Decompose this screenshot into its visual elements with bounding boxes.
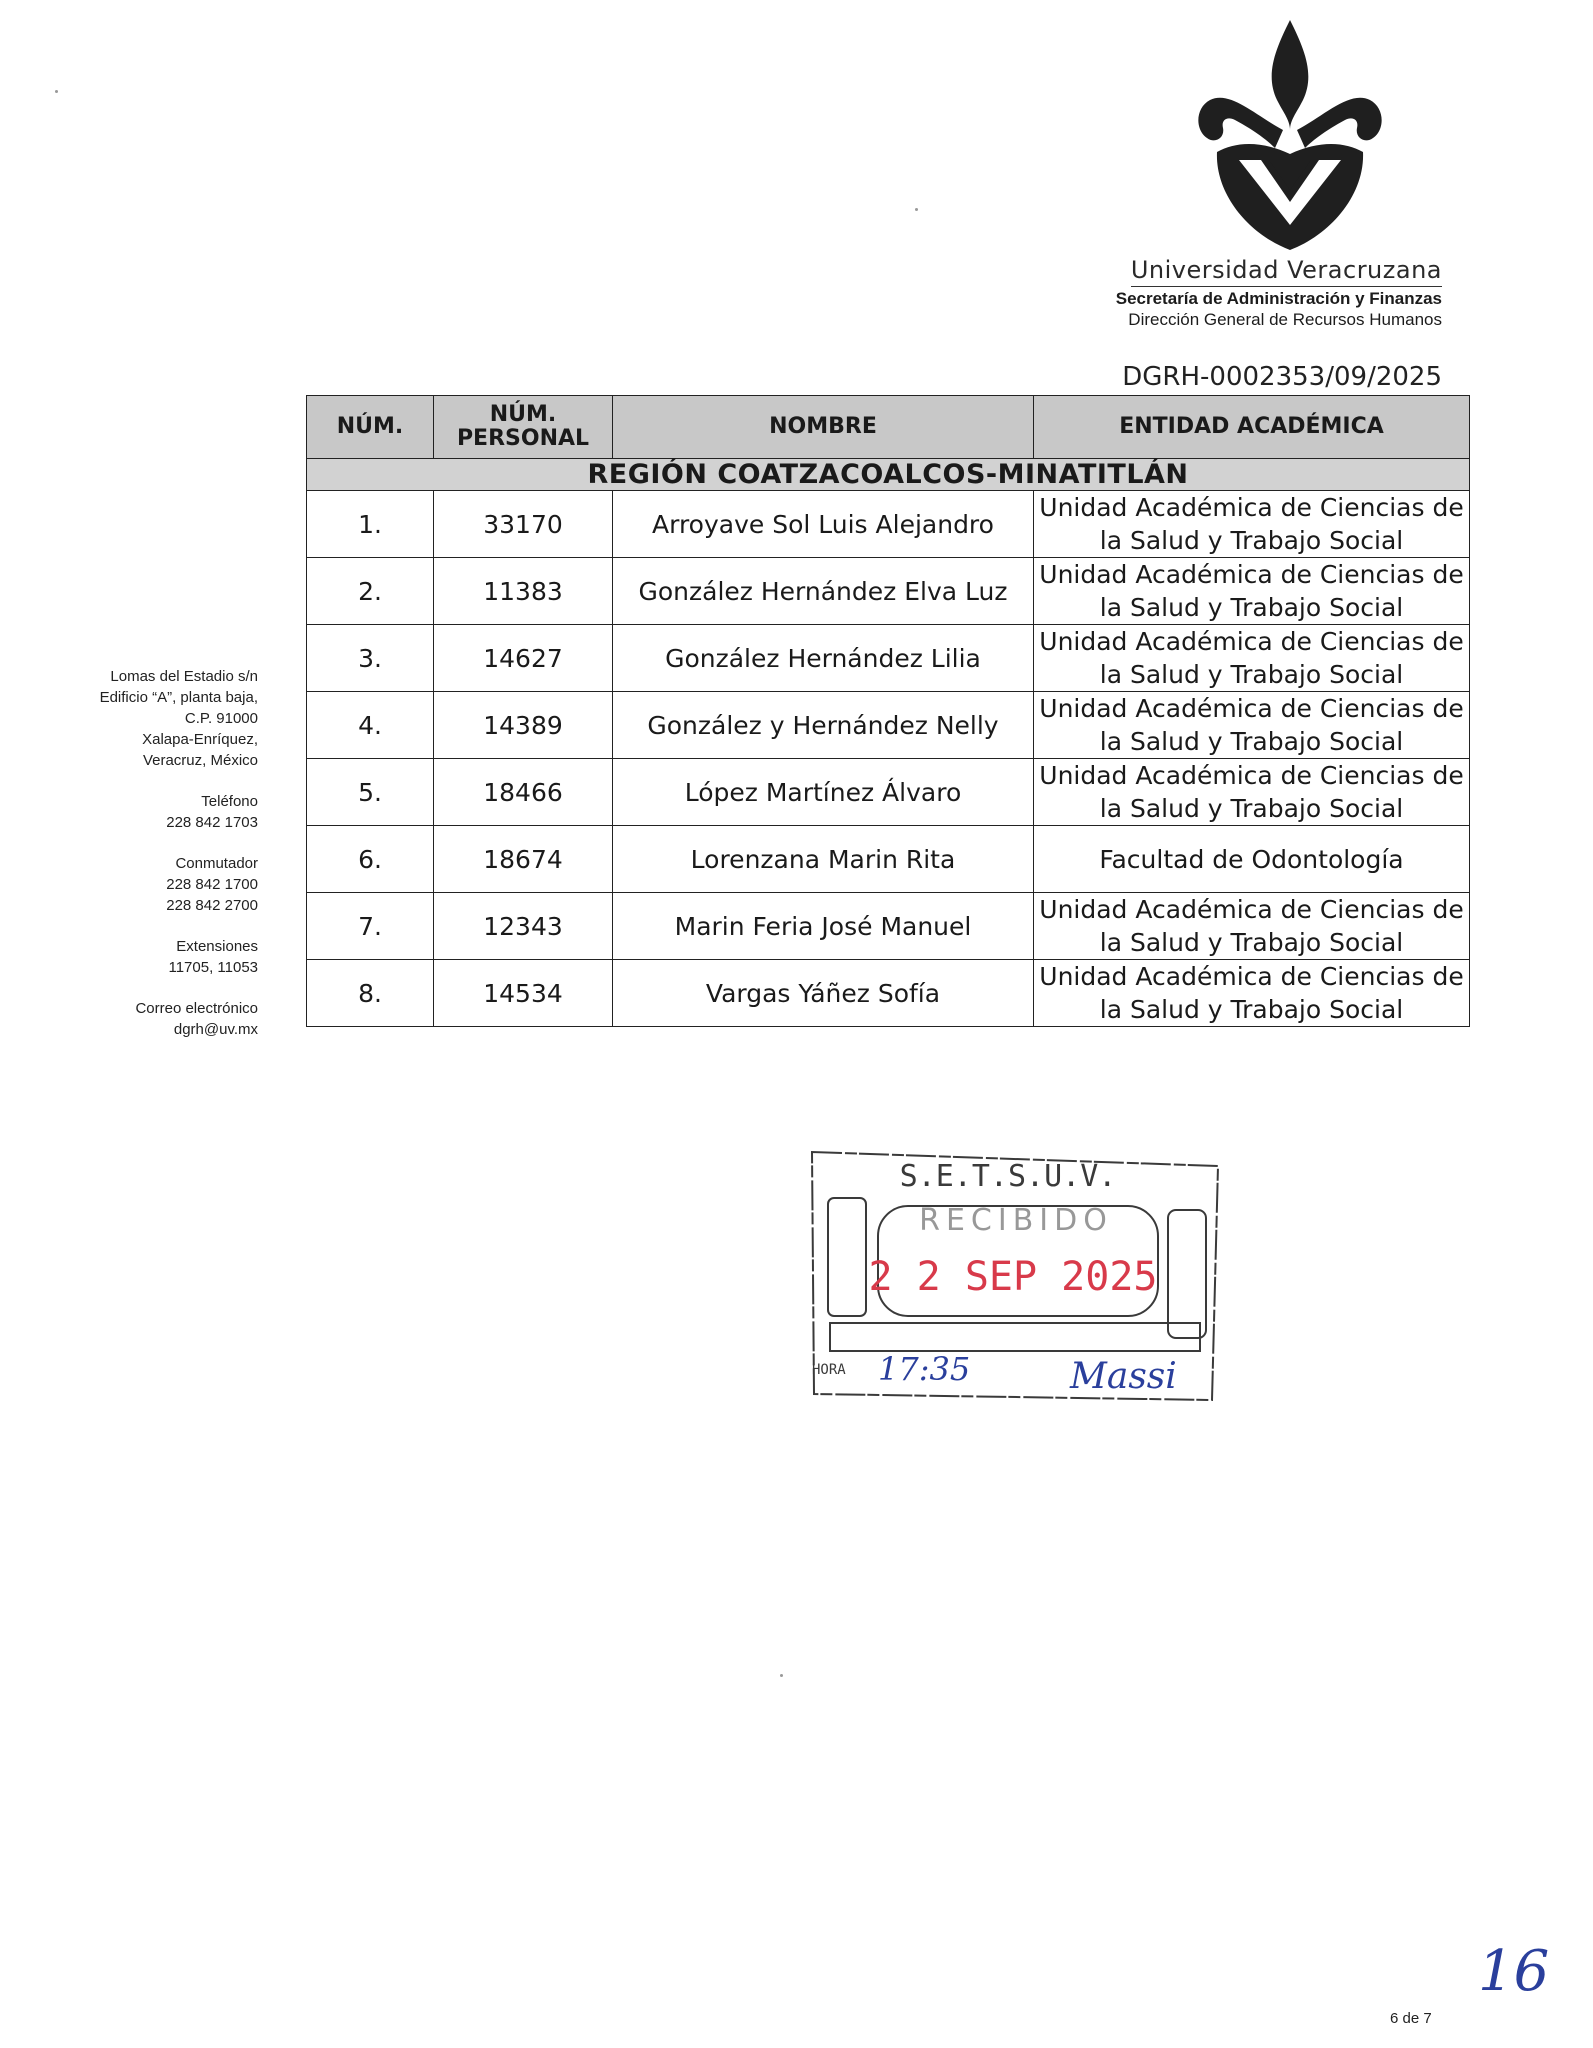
cell-num: 2. xyxy=(307,558,434,625)
cell-entity xyxy=(1034,893,1470,960)
table-row xyxy=(307,558,1470,625)
email-label: Correo electrónico xyxy=(135,1000,258,1017)
header-entity: ENTIDAD ACADÉMICA xyxy=(1034,396,1470,459)
page-number: 6 de 7 xyxy=(1390,2010,1432,2027)
stamp-word: RECIBIDO xyxy=(919,1203,1113,1238)
secretariat-name: Secretaría de Administración y Finanzas xyxy=(1115,289,1442,308)
address-line: Lomas del Estadio s/n xyxy=(110,668,258,685)
header-name: NOMBRE xyxy=(613,396,1034,459)
cell-personal: 14534 xyxy=(434,960,613,1027)
cell-entity xyxy=(1034,558,1470,625)
cell-personal: 18466 xyxy=(434,759,613,826)
table-row xyxy=(307,893,1470,960)
header-personal-line: PERSONAL xyxy=(456,426,590,451)
cell-name: Lorenzana Marin Rita xyxy=(613,826,1034,893)
cell-name: Marin Feria José Manuel xyxy=(613,893,1034,960)
region-row xyxy=(307,459,1470,491)
cell-entity xyxy=(1034,826,1470,893)
scan-speck xyxy=(915,208,918,211)
cell-name: González y Hernández Nelly xyxy=(613,692,1034,759)
table-header-row xyxy=(307,396,1470,459)
scan-speck xyxy=(780,1674,783,1677)
phone-block xyxy=(60,791,258,833)
entity-line: la Salud y Trabajo Social xyxy=(1099,794,1404,823)
table-row xyxy=(307,826,1470,893)
table-row xyxy=(307,960,1470,1027)
phone-number: 228 842 1703 xyxy=(166,814,258,831)
address-line: C.P. 91000 xyxy=(184,710,258,727)
entity-line: la Salud y Trabajo Social xyxy=(1099,727,1404,756)
scan-speck xyxy=(55,90,58,93)
address-line: Edificio “A”, planta baja, xyxy=(99,689,258,706)
entity-line: Unidad Académica de Ciencias de xyxy=(1039,560,1464,589)
extensions-value: 11705, 11053 xyxy=(168,959,258,976)
contact-sidebar xyxy=(60,666,258,1060)
cell-personal: 33170 xyxy=(434,491,613,558)
cell-entity xyxy=(1034,759,1470,826)
initials-text: 16 xyxy=(1478,1939,1550,2004)
entity-line: Unidad Académica de Ciencias de xyxy=(1039,761,1464,790)
document-reference: DGRH-0002353/09/2025 xyxy=(1122,362,1442,392)
extensions-label: Extensiones xyxy=(176,938,258,955)
switchboard-block xyxy=(60,853,258,916)
cell-name: Arroyave Sol Luis Alejandro xyxy=(613,491,1034,558)
personnel-table xyxy=(306,395,1470,1027)
table-row xyxy=(307,491,1470,558)
entity-line: la Salud y Trabajo Social xyxy=(1099,928,1404,957)
institution-block xyxy=(1116,256,1442,330)
cell-name: González Hernández Lilia xyxy=(613,625,1034,692)
email-address[interactable]: dgrh@uv.mx xyxy=(173,1021,258,1038)
address-line: Veracruz, México xyxy=(142,752,258,769)
entity-line: la Salud y Trabajo Social xyxy=(1099,995,1404,1024)
cell-entity xyxy=(1034,692,1470,759)
table-row xyxy=(307,692,1470,759)
entity-line: Facultad de Odontología xyxy=(1099,844,1404,874)
phone-label: Teléfono xyxy=(201,793,258,810)
stamp-date: 2 2 SEP 2025 xyxy=(868,1254,1158,1300)
entity-line: Unidad Académica de Ciencias de xyxy=(1039,627,1464,656)
table-row xyxy=(307,759,1470,826)
stamp-hour: 17:35 xyxy=(878,1350,971,1388)
cell-num: 3. xyxy=(307,625,434,692)
entity-line: la Salud y Trabajo Social xyxy=(1099,660,1404,689)
stamp-org: S.E.T.S.U.V. xyxy=(899,1159,1117,1194)
direction-name: Dirección General de Recursos Humanos xyxy=(1128,310,1442,329)
entity-line: Unidad Académica de Ciencias de xyxy=(1039,493,1464,522)
cell-name: López Martínez Álvaro xyxy=(613,759,1034,826)
cell-name: Vargas Yáñez Sofía xyxy=(613,960,1034,1027)
switchboard-number: 228 842 1700 xyxy=(166,876,258,893)
cell-num: 1. xyxy=(307,491,434,558)
cell-name: González Hernández Elva Luz xyxy=(613,558,1034,625)
entity-line: la Salud y Trabajo Social xyxy=(1099,526,1404,555)
handwritten-initials xyxy=(1470,1928,1550,2004)
cell-entity xyxy=(1034,491,1470,558)
cell-personal: 14627 xyxy=(434,625,613,692)
cell-personal: 14389 xyxy=(434,692,613,759)
stamp-hour-label: HORA xyxy=(812,1362,846,1378)
extensions-block xyxy=(60,936,258,978)
stamp-signature: Massi xyxy=(1070,1356,1177,1397)
address-block xyxy=(60,666,258,771)
cell-personal: 12343 xyxy=(434,893,613,960)
received-stamp xyxy=(808,1148,1222,1406)
region-title: REGIÓN COATZACOALCOS-MINATITLÁN xyxy=(307,459,1470,491)
switchboard-label: Conmutador xyxy=(175,855,258,872)
entity-line: Unidad Académica de Ciencias de xyxy=(1039,895,1464,924)
cell-num: 6. xyxy=(307,826,434,893)
cell-num: 8. xyxy=(307,960,434,1027)
cell-personal: 11383 xyxy=(434,558,613,625)
header-personal-line: NÚM. xyxy=(489,402,557,427)
address-line: Xalapa-Enríquez, xyxy=(142,731,258,748)
cell-num: 5. xyxy=(307,759,434,826)
cell-num: 4. xyxy=(307,692,434,759)
table-row xyxy=(307,625,1470,692)
cell-entity xyxy=(1034,960,1470,1027)
header-num: NÚM. xyxy=(307,396,434,459)
cell-entity xyxy=(1034,625,1470,692)
entity-line: la Salud y Trabajo Social xyxy=(1099,593,1404,622)
university-name: Universidad Veracruzana xyxy=(1131,256,1442,287)
email-block xyxy=(60,998,258,1040)
header-personal xyxy=(434,396,613,459)
entity-line: Unidad Académica de Ciencias de xyxy=(1039,962,1464,991)
cell-num: 7. xyxy=(307,893,434,960)
entity-line: Unidad Académica de Ciencias de xyxy=(1039,694,1464,723)
cell-personal: 18674 xyxy=(434,826,613,893)
switchboard-number: 228 842 2700 xyxy=(166,897,258,914)
university-logo xyxy=(1195,20,1385,250)
